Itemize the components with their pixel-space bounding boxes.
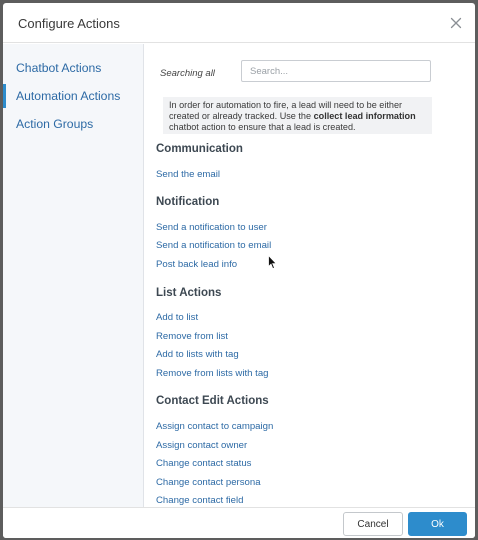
close-icon[interactable]: [447, 14, 465, 32]
action-send-notification-to-user[interactable]: Send a notification to user: [156, 222, 267, 233]
action-add-to-list[interactable]: Add to list: [156, 312, 199, 323]
modal-footer: [3, 507, 475, 538]
action-remove-from-lists-with-tag[interactable]: Remove from lists with tag: [156, 368, 269, 379]
sidebar-item-action-groups[interactable]: Action Groups: [16, 117, 94, 131]
cancel-button[interactable]: Cancel: [343, 512, 403, 536]
modal-header: [3, 3, 475, 43]
action-add-to-lists-with-tag[interactable]: Add to lists with tag: [156, 349, 239, 360]
search-label: Searching all: [160, 68, 215, 79]
action-send-notification-to-email[interactable]: Send a notification to email: [156, 240, 272, 251]
action-remove-from-list[interactable]: Remove from list: [156, 331, 228, 342]
actions-content: [145, 44, 475, 507]
action-change-contact-status[interactable]: Change contact status: [156, 458, 252, 469]
info-text-after: chatbot action to ensure that a lead is created.: [169, 121, 356, 132]
ok-button[interactable]: Ok: [408, 512, 467, 536]
sidebar-item-chatbot-actions[interactable]: Chatbot Actions: [16, 61, 102, 75]
configure-actions-modal: [3, 3, 475, 538]
search-input[interactable]: [241, 60, 431, 82]
section-title-list-actions: List Actions: [156, 287, 222, 299]
section-title-communication: Communication: [156, 143, 243, 155]
action-send-the-email[interactable]: Send the email: [156, 169, 220, 180]
section-title-notification: Notification: [156, 196, 220, 208]
action-assign-contact-to-campaign[interactable]: Assign contact to campaign: [156, 421, 274, 432]
action-post-back-lead-info[interactable]: Post back lead info: [156, 259, 238, 270]
sidebar: [3, 44, 144, 507]
info-notice: [163, 97, 432, 134]
mouse-pointer-icon: [268, 255, 278, 270]
section-title-contact-edit-actions: Contact Edit Actions: [156, 395, 269, 407]
action-assign-contact-owner[interactable]: Assign contact owner: [156, 440, 248, 451]
modal-title: Configure Actions: [18, 16, 120, 31]
info-text-bold: collect lead information: [313, 110, 416, 121]
info-text-before: In order for automation to fire, a lead will need to be either created or already tracked. Use the: [169, 100, 403, 121]
action-change-contact-field[interactable]: Change contact field: [156, 495, 244, 506]
action-change-contact-persona[interactable]: Change contact persona: [156, 477, 261, 488]
sidebar-item-automation-actions[interactable]: Automation Actions: [3, 84, 144, 108]
